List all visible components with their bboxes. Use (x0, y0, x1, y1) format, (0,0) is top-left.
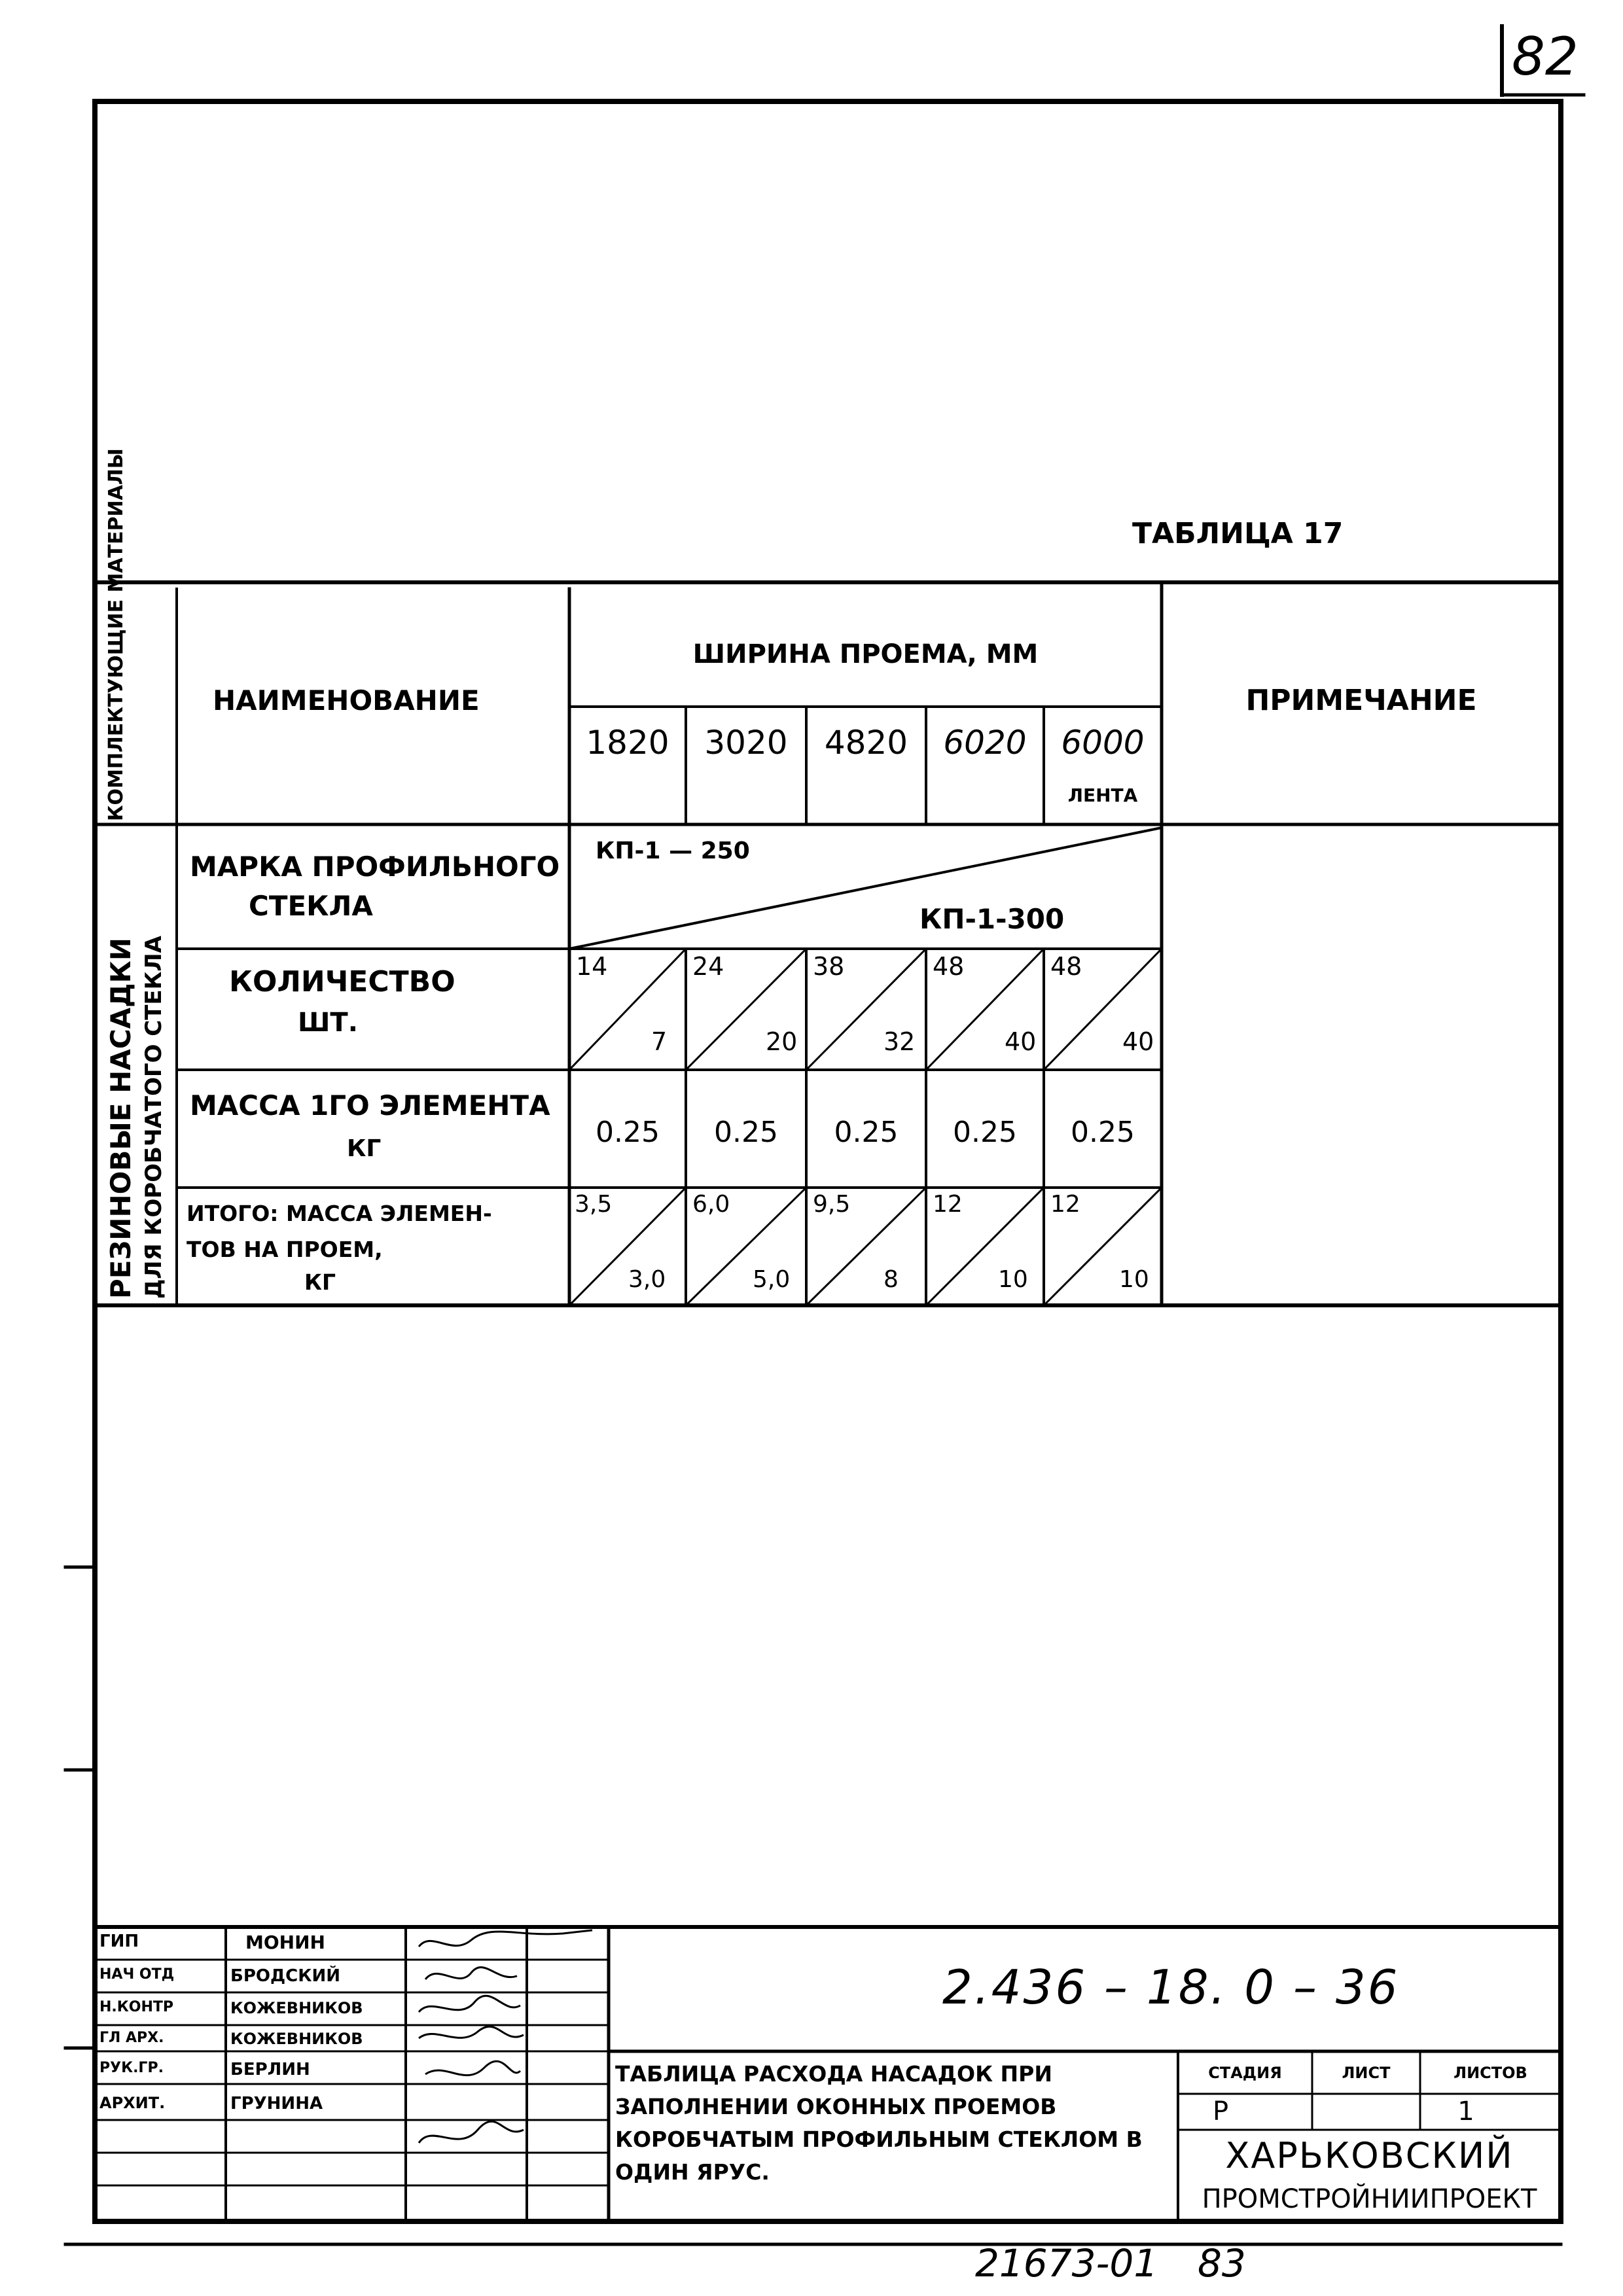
mass-4: 0.25 (953, 1115, 1017, 1149)
tb-name-3: КОЖЕВНИКОВ (230, 1999, 363, 2017)
tb-role-1: ГИП (99, 1932, 139, 1951)
tb-role-4: ГЛ АРХ. (99, 2030, 164, 2046)
col-header-note: ПРИМЕЧАНИЕ (1245, 683, 1477, 717)
tb-role-5: РУК.ГР. (99, 2060, 164, 2076)
total-3-bottom: 8 (883, 1266, 899, 1293)
total-2-top: 6,0 (692, 1191, 730, 1218)
tb-name-2: БРОДСКИЙ (230, 1966, 340, 1986)
qty-2-top: 24 (692, 952, 724, 981)
width-6000-sub: ЛЕНТА (1067, 784, 1138, 806)
doc-code: 2.436 – 18. 0 – 36 (942, 1960, 1400, 2015)
sheet-number: 82 (1512, 26, 1578, 87)
total-3-top: 9,5 (813, 1191, 851, 1218)
row-marka-label-1: МАРКА ПРОФИЛЬНОГО (190, 851, 560, 883)
col-header-name: НАИМЕНОВАНИЕ (213, 684, 480, 716)
mass-2: 0.25 (714, 1115, 778, 1149)
total-4-top: 12 (933, 1191, 963, 1218)
tb-name-5: БЕРЛИН (230, 2060, 310, 2079)
side-label-rubber-line2: ДЛЯ КОРОБЧАТОГО СТЕКЛА (141, 936, 167, 1299)
row-total-label-3: КГ (304, 1269, 336, 1295)
col-header-width: ШИРИНА ПРОЕМА, ММ (692, 639, 1039, 669)
qty-1-bottom: 7 (651, 1027, 668, 1056)
total-5-bottom: 10 (1119, 1266, 1149, 1293)
side-label-rubber-line1: РЕЗИНОВЫЕ НАСАДКИ (105, 937, 137, 1299)
row-total-label-2: ТОВ НА ПРОЕМ, (187, 1237, 383, 1262)
tb-role-6: АРХИТ. (99, 2094, 166, 2112)
total-4-bottom: 10 (998, 1266, 1028, 1293)
width-6000: 6000 (1061, 724, 1145, 762)
width-1820: 1820 (586, 724, 669, 762)
total-2-bottom: 5,0 (753, 1266, 791, 1293)
width-6020: 6020 (943, 724, 1027, 762)
doc-description: ТАБЛИЦА РАСХОДА НАСАДОК ПРИ ЗАПОЛНЕНИИ ОКОННЫХ ПРОЕМОВ КОРОБЧАТЫМ ПРОФИЛЬНЫМ СТЕКЛОМ В ОДИН ЯРУС. (615, 2061, 1143, 2185)
width-4820: 4820 (824, 724, 908, 762)
qty-2-bottom: 20 (766, 1027, 798, 1056)
org-name-line1: ХАРЬКОВСКИЙ (1225, 2135, 1514, 2176)
mass-1: 0.25 (596, 1115, 660, 1149)
footer-page-number: 83 (1198, 2241, 1246, 2286)
width-3020: 3020 (704, 724, 788, 762)
table-title: ТАБЛИЦА 17 (1132, 517, 1344, 550)
row-qty-label-2: ШТ. (298, 1008, 358, 1038)
tb-name-6: ГРУНИНА (230, 2094, 323, 2113)
qty-5-top: 48 (1050, 952, 1082, 981)
row-marka-label-2: СТЕКЛА (249, 890, 373, 922)
qty-1-top: 14 (576, 952, 608, 981)
qty-4-bottom: 40 (1005, 1027, 1037, 1056)
total-5-top: 12 (1050, 1191, 1080, 1218)
footer-code: 21673-01 (975, 2241, 1158, 2286)
signatures-graphic (419, 1930, 592, 2143)
tb-name-1: МОНИН (245, 1932, 325, 1953)
tb-name-4: КОЖЕВНИКОВ (230, 2030, 363, 2048)
row-mass-label-1: МАССА 1ГО ЭЛЕМЕНТА (190, 1089, 550, 1122)
tb-role-2: НАЧ ОТД (99, 1966, 175, 1983)
sheet-value: 1 (1457, 2096, 1474, 2127)
total-1-top: 3,5 (575, 1191, 613, 1218)
mass-3: 0.25 (834, 1115, 899, 1149)
tb-role-3: Н.КОНТР (99, 1999, 173, 2015)
row-mass-label-2: КГ (347, 1135, 382, 1162)
org-name-line2: ПРОМСТРОЙНИИПРОЕКТ (1202, 2184, 1537, 2214)
marka-value-top: КП-1 — 250 (596, 838, 750, 864)
stage-header: СТАДИЯ (1208, 2063, 1282, 2082)
qty-5-bottom: 40 (1122, 1027, 1154, 1056)
qty-4-top: 48 (933, 952, 965, 981)
sheet-header: ЛИСТ (1342, 2063, 1391, 2082)
qty-3-bottom: 32 (883, 1027, 916, 1056)
side-label-components: КОМПЛЕКТУЮЩИЕ МАТЕРИАЛЫ (105, 448, 128, 821)
row-total-label-1: ИТОГО: МАССА ЭЛЕМЕН- (187, 1201, 492, 1226)
qty-3-top: 38 (813, 952, 845, 981)
sheets-value (1312, 2095, 1420, 2128)
mass-5: 0.25 (1071, 1115, 1135, 1149)
marka-value-bottom: КП-1-300 (919, 903, 1065, 935)
row-qty-label-1: КОЛИЧЕСТВО (229, 965, 455, 998)
sheets-header: ЛИСТОВ (1454, 2063, 1527, 2082)
total-1-bottom: 3,0 (628, 1266, 666, 1293)
stage-value: Р (1212, 2096, 1229, 2127)
